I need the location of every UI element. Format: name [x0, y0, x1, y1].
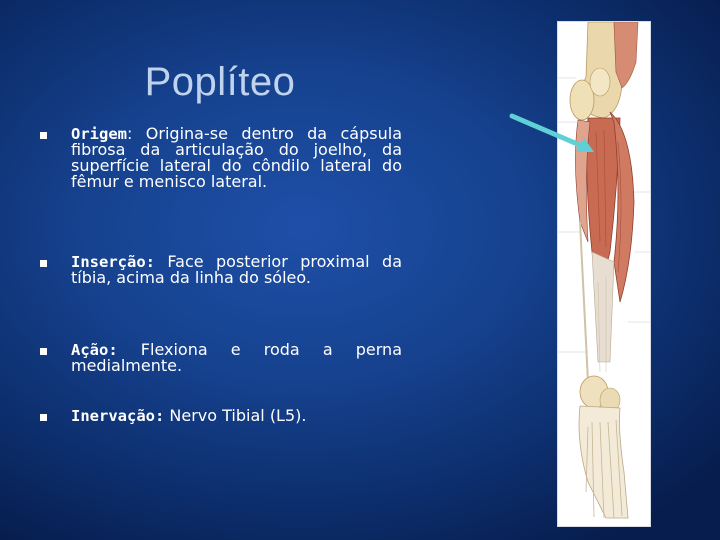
bullet-square-icon	[40, 414, 47, 421]
bullet-label: Inserção:	[71, 253, 155, 271]
bullet-body: Flexiona e roda a perna medialmente.	[71, 340, 402, 375]
leg-anatomy-drawing	[558, 22, 650, 526]
bullet-square-icon	[40, 260, 47, 267]
pointer-arrow-icon	[508, 110, 598, 160]
bullet-label: Ação:	[71, 341, 118, 359]
leg-anatomy-image	[557, 21, 651, 527]
bullet-label: Inervação:	[71, 407, 165, 425]
bullet-text	[71, 342, 402, 374]
bullet-body: Nervo Tibial (L5).	[164, 406, 307, 425]
bullet-square-icon	[40, 132, 47, 139]
slide-title: Poplíteo	[144, 60, 296, 104]
bullet-insercao	[40, 254, 402, 286]
bullet-square-icon	[40, 348, 47, 355]
bullet-text	[71, 254, 402, 286]
bullet-body: Face posterior proximal da tíbia, acima da linha do sóleo.	[71, 252, 402, 287]
bullet-text	[71, 126, 402, 190]
bullet-body: : Origina-se dentro da cápsula fibrosa da articulação do joelho, da superfície lateral do côndilo lateral do fêmur e menisco lateral.	[71, 124, 402, 191]
bullet-acao	[40, 342, 402, 374]
bullet-inervacao	[40, 408, 402, 424]
bullet-label: Origem	[71, 125, 127, 143]
bullet-origem	[40, 126, 402, 190]
bullet-text	[71, 408, 402, 424]
